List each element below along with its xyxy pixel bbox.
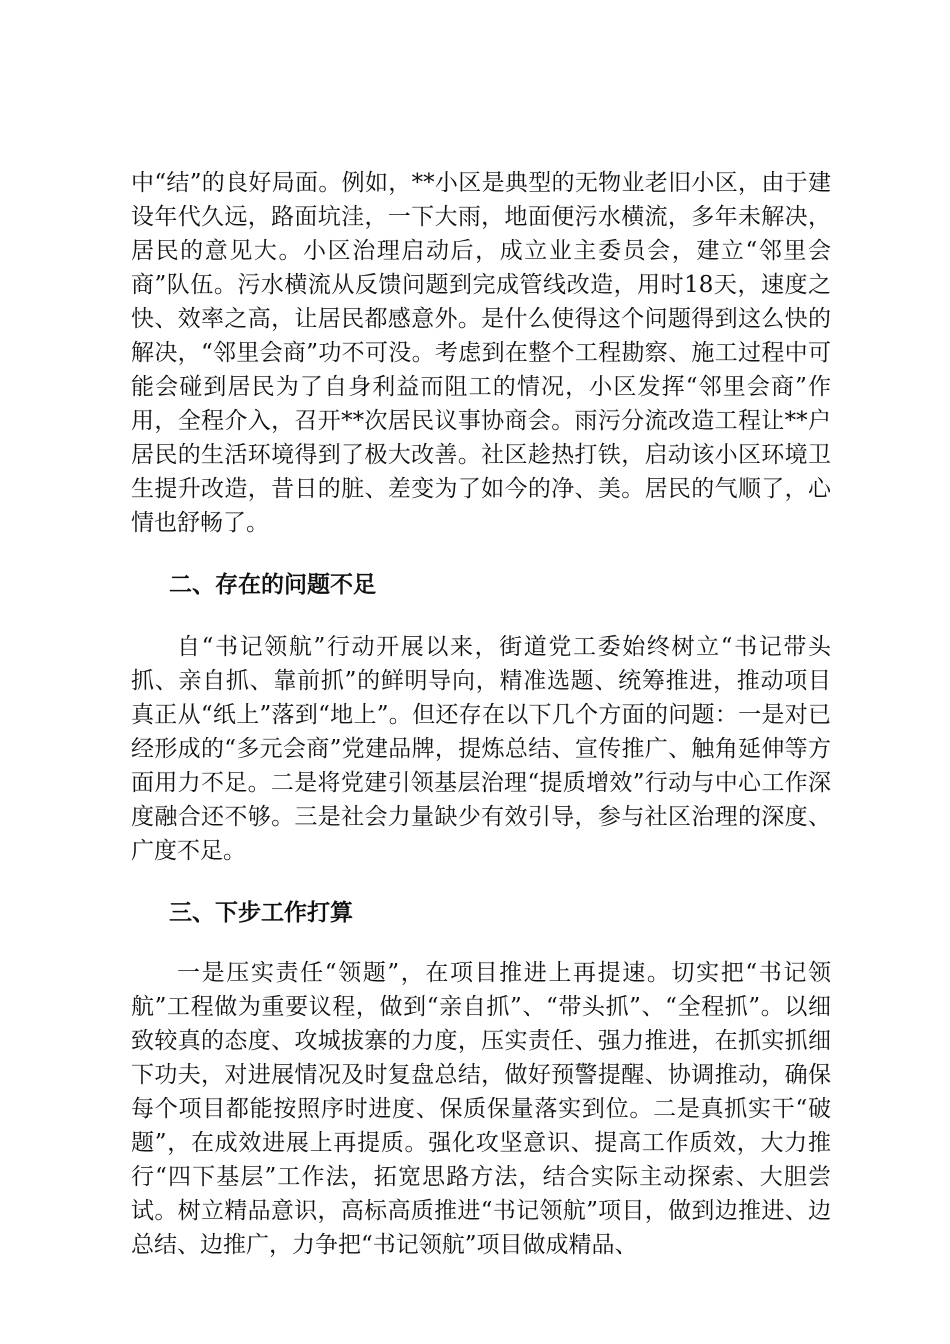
paragraph-continuation: 中“结”的良好局面。例如，**小区是典型的无物业老旧小区，由于建设年代久远，路面坑洼，一下大雨，地面便污水横流，多年未解决，居民的意见大。小区治理启动后，成立业主委员会，建立“邻里会商”队伍。污水横流从反馈问题到完成管线改造，用时18天，速度之快、效率之高，让居民都感意外。是什么使得这个问题得到这么快的解决，“邻里会商”功不可没。考虑到在整个工程勘察、施工过程中可能会碰到居民为了自身利益而阻工的情况，小区发挥“邻里会商”作用，全程介入，召开**次居民议事协商会。雨污分流改造工程让**户居民的生活环境得到了极大改善。社区趁热打铁，启动该小区环境卫生提升改造，昔日的脏、差变为了如今的净、美。居民的气顺了，心情也舒畅了。 [131,170,831,536]
section-heading-next-steps: 三、下步工作打算 [169,900,353,926]
document-body [131,166,831,1262]
section-heading-problems: 二、存在的问题不足 [169,572,376,598]
paragraph-next-steps: 一是压实责任“领题”，在项目推进上再提速。切实把“书记领航”工程做为重要议程，做到“亲自抓”、“带头抓”、“全程抓”。以细致较真的态度、攻城拔寨的力度，压实责任、强力推进，在抓实抓细下功夫，对进展情况及时复盘总结，做好预警提醒、协调推动，确保每个项目都能按照序时进度、保质保量落实到位。二是真抓实干“破题”，在成效进展上再提质。强化攻坚意识、提高工作质效，大力推行“四下基层”工作法，拓宽思路方法，结合实际主动探索、大胆尝试。树立精品意识，高标高质推进“书记领航”项目，做到边推进、边总结、边推广，力争把“书记领航”项目做成精品、 [131,960,831,1258]
paragraph-problems: 自“书记领航”行动开展以来，街道党工委始终树立“书记带头抓、亲自抓、靠前抓”的鲜明导向，精准选题、统筹推进，推动项目真正从“纸上”落到“地上”。但还存在以下几个方面的问题：一是对已经形成的“多元会商”党建品牌，提炼总结、宣传推广、触角延伸等方面用力不足。二是将党建引领基层治理“提质增效”行动与中心工作深度融合还不够。三是社会力量缺少有效引导，参与社区治理的深度、广度不足。 [131,634,831,864]
